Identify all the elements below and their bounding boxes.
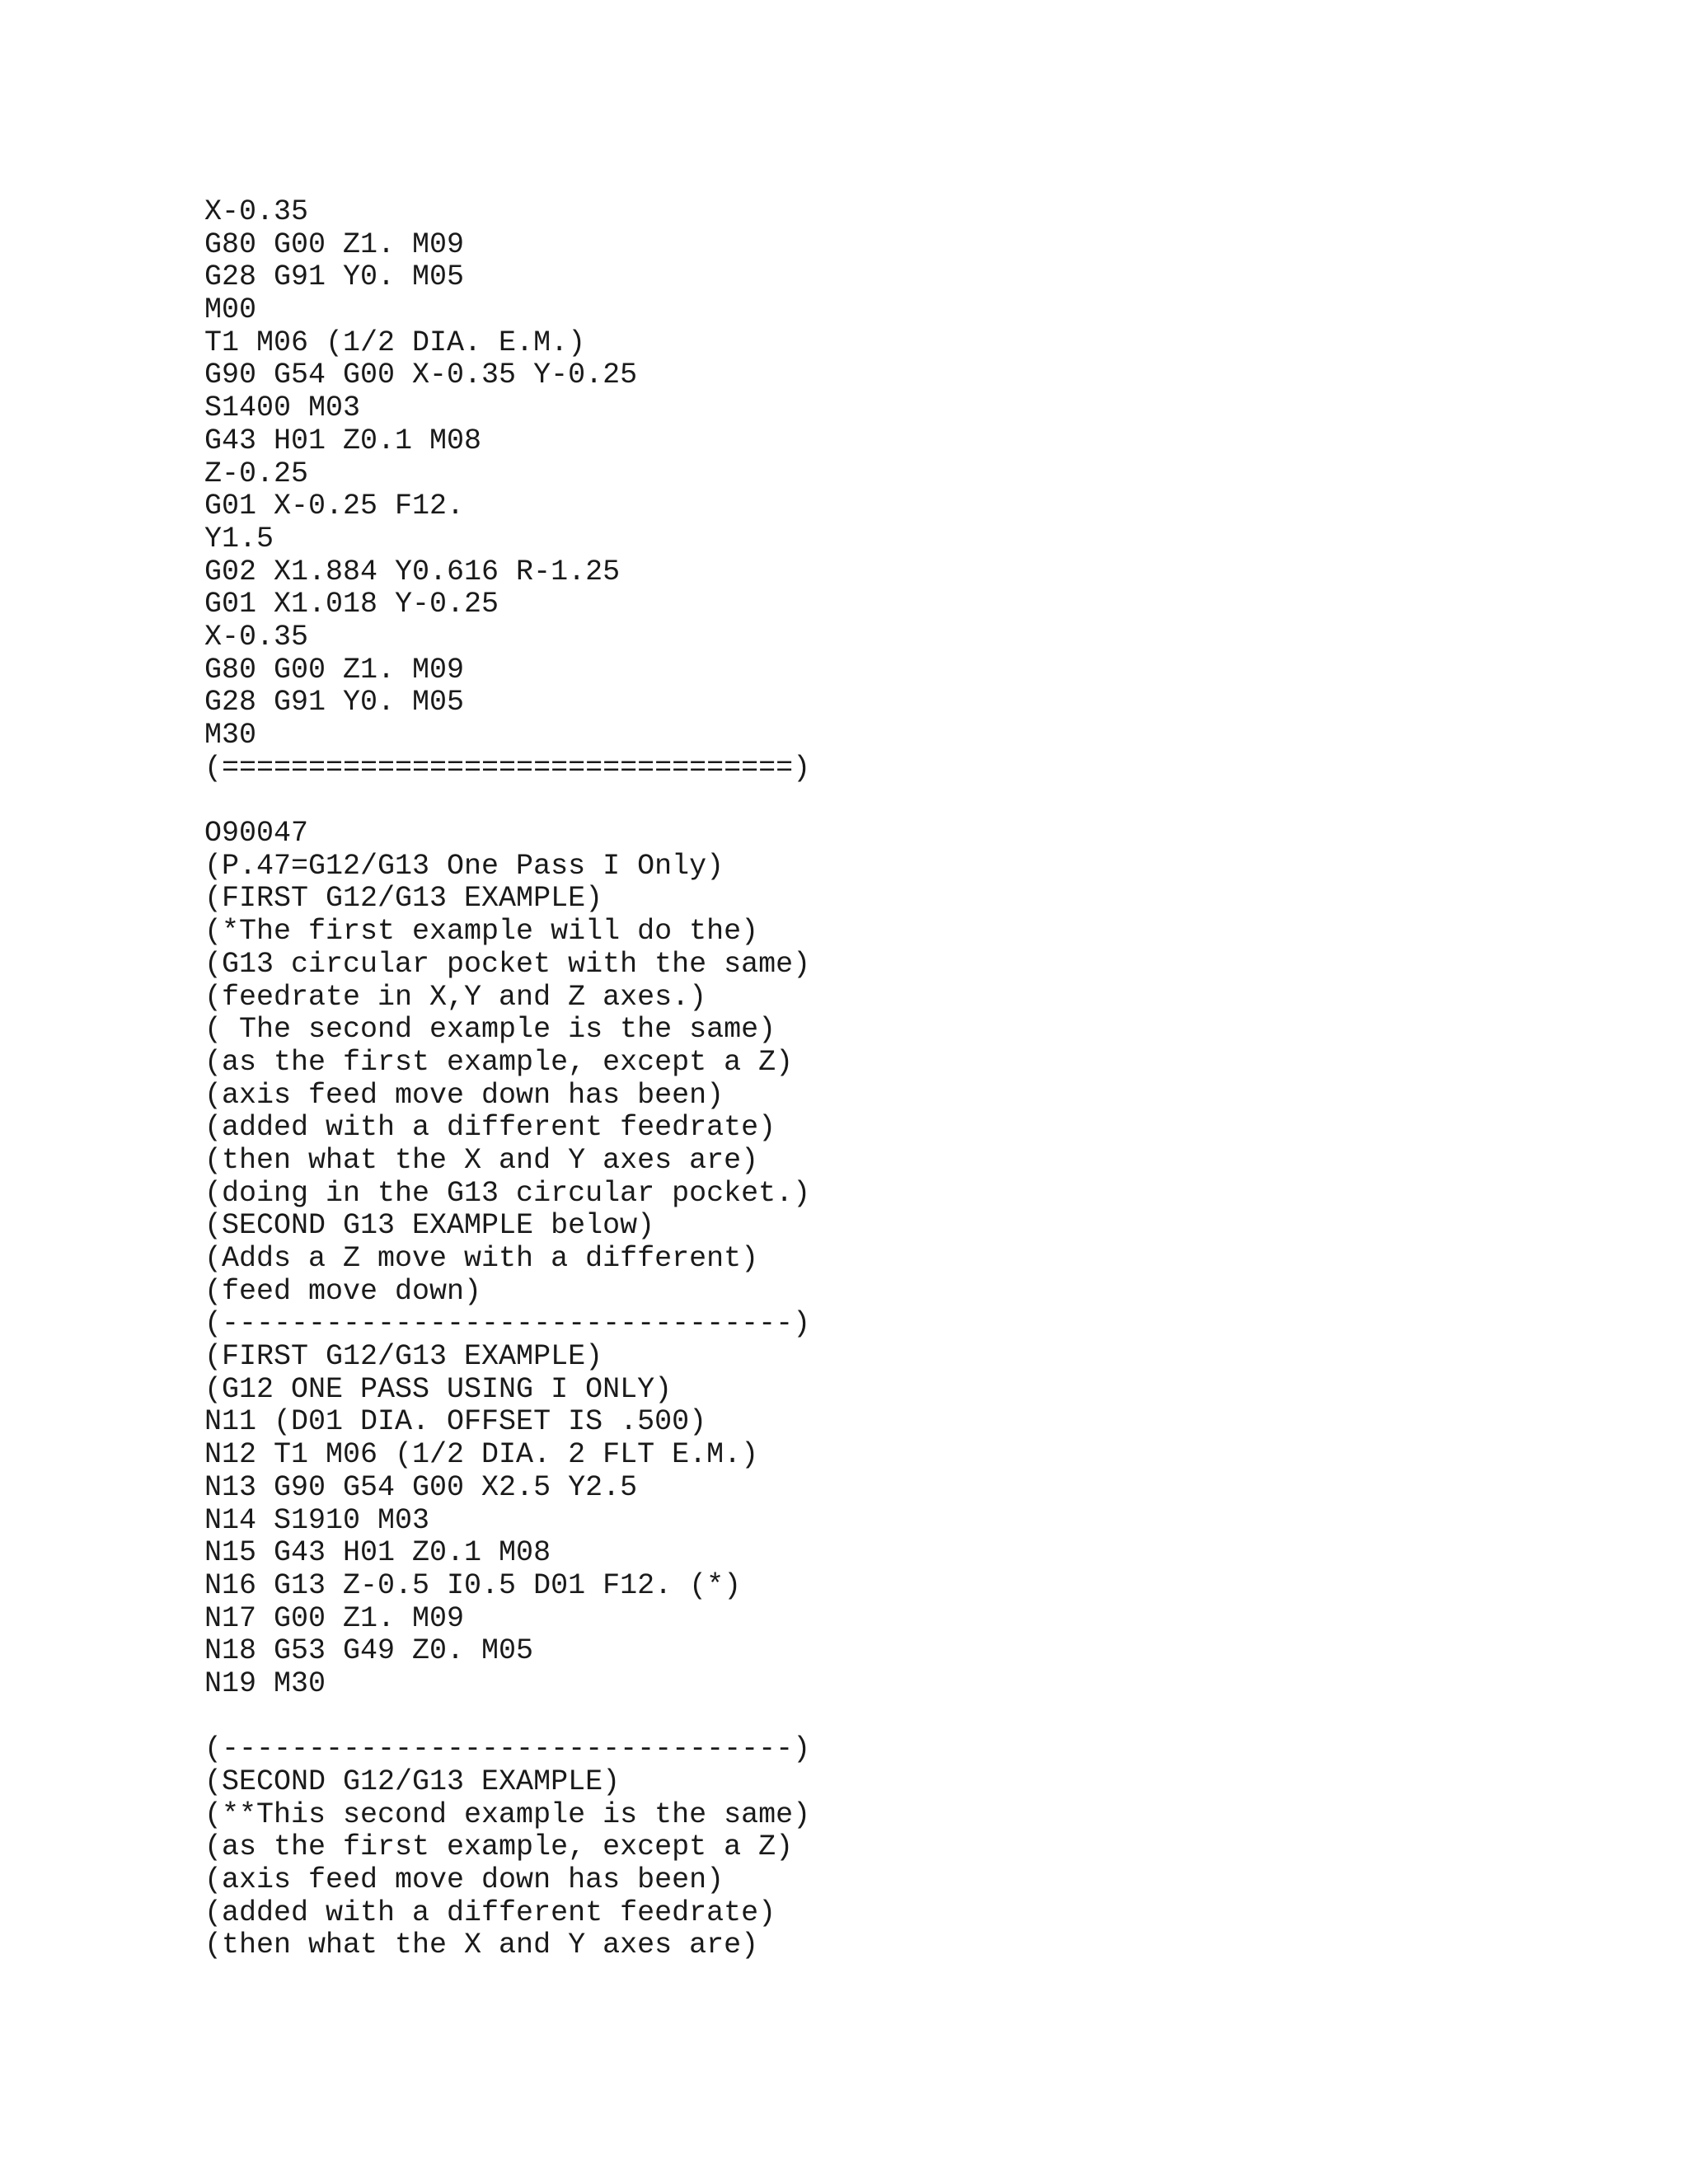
code-line: S1400 M03: [204, 391, 361, 425]
code-line: (then what the X and Y axes are): [204, 1143, 759, 1177]
code-line: M00: [204, 293, 257, 327]
code-line: (---------------------------------): [204, 1732, 811, 1766]
code-line: G01 X-0.25 F12.: [204, 490, 465, 523]
code-line: G02 X1.884 Y0.616 R-1.25: [204, 555, 621, 588]
gcode-listing: [204, 196, 810, 1962]
code-line: G43 H01 Z0.1 M08: [204, 424, 482, 457]
code-line: (---------------------------------): [204, 1307, 811, 1341]
code-line: (then what the X and Y axes are): [204, 1929, 759, 1962]
code-line: (**This second example is the same): [204, 1797, 811, 1831]
code-line: Z-0.25: [204, 457, 309, 490]
code-line: [204, 785, 810, 818]
code-line: G28 G91 Y0. M05: [204, 260, 465, 294]
code-line: (FIRST G12/G13 EXAMPLE): [204, 882, 603, 916]
code-line: (feedrate in X,Y and Z axes.): [204, 980, 707, 1014]
code-line: N11 (D01 DIA. OFFSET IS .500): [204, 1405, 707, 1439]
code-line: M30: [204, 719, 257, 752]
code-line: G80 G00 Z1. M09: [204, 227, 465, 261]
code-line: (Adds a Z move with a different): [204, 1242, 759, 1275]
code-line: (as the first example, except a Z): [204, 1830, 794, 1864]
code-line: [204, 1701, 810, 1734]
code-line: (doing in the G13 circular pocket.): [204, 1176, 811, 1210]
code-line: N13 G90 G54 G00 X2.5 Y2.5: [204, 1470, 638, 1504]
code-line: N15 G43 H01 Z0.1 M08: [204, 1536, 551, 1570]
code-line: ( The second example is the same): [204, 1013, 776, 1047]
code-line: N19 M30: [204, 1666, 326, 1700]
code-line: N12 T1 M06 (1/2 DIA. 2 FLT E.M.): [204, 1438, 759, 1472]
code-line: (FIRST G12/G13 EXAMPLE): [204, 1340, 603, 1374]
code-line: (as the first example, except a Z): [204, 1045, 794, 1079]
code-line: G01 X1.018 Y-0.25: [204, 588, 499, 621]
code-line: (axis feed move down has been): [204, 1078, 724, 1112]
code-line: (added with a different feedrate): [204, 1111, 776, 1145]
code-line: (feed move down): [204, 1274, 482, 1308]
code-line: X-0.35: [204, 620, 309, 654]
code-line: X-0.35: [204, 195, 309, 228]
code-line: (SECOND G12/G13 EXAMPLE): [204, 1765, 621, 1798]
code-line: (axis feed move down has been): [204, 1863, 724, 1897]
code-line: T1 M06 (1/2 DIA. E.M.): [204, 326, 586, 359]
code-line: (SECOND G13 EXAMPLE below): [204, 1209, 655, 1243]
code-line: O90047: [204, 817, 309, 851]
code-line: N17 G00 Z1. M09: [204, 1601, 465, 1635]
code-line: Y1.5: [204, 522, 274, 555]
code-line: (G13 circular pocket with the same): [204, 947, 811, 981]
code-line: (=================================): [204, 751, 811, 785]
code-line: (*The first example will do the): [204, 915, 759, 949]
code-line: (G12 ONE PASS USING I ONLY): [204, 1372, 673, 1406]
code-line: (added with a different feedrate): [204, 1896, 776, 1929]
code-line: N16 G13 Z-0.5 I0.5 D01 F12. (*): [204, 1568, 742, 1602]
code-line: G80 G00 Z1. M09: [204, 653, 465, 687]
code-line: G90 G54 G00 X-0.35 Y-0.25: [204, 359, 638, 392]
code-line: N14 S1910 M03: [204, 1503, 430, 1537]
code-line: G28 G91 Y0. M05: [204, 686, 465, 719]
code-line: (P.47=G12/G13 One Pass I Only): [204, 849, 724, 883]
code-line: N18 G53 G49 Z0. M05: [204, 1634, 534, 1668]
